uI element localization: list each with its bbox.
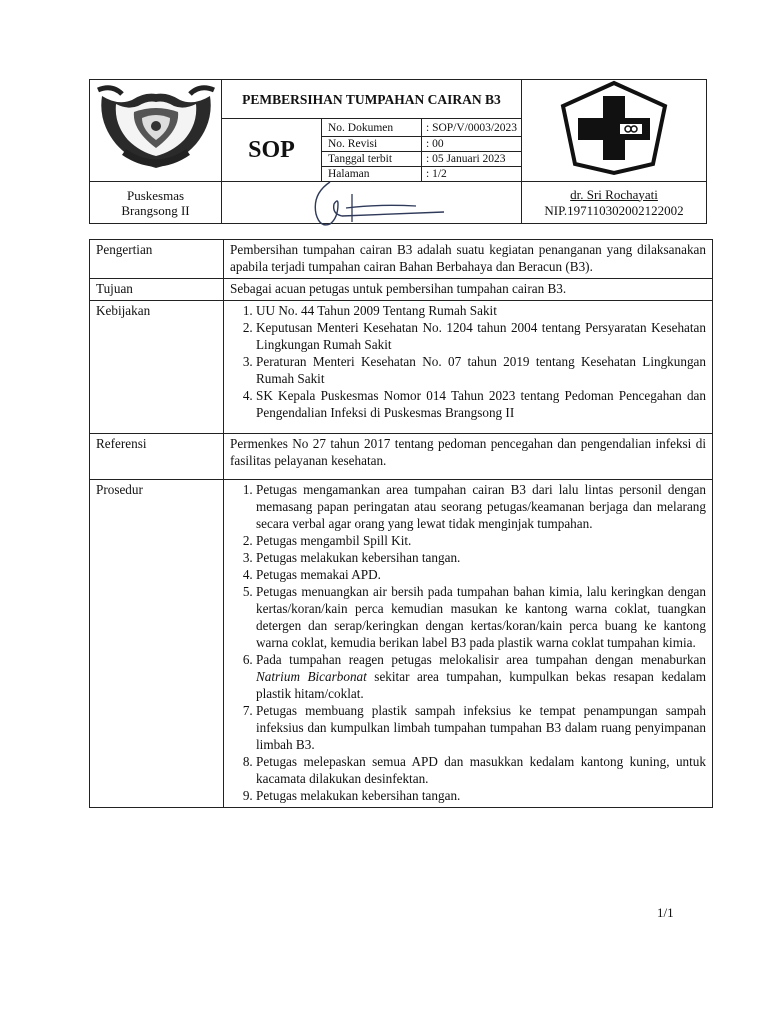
list-item: 1. UU No. 44 Tahun 2009 Tentang Rumah Sakit: [256, 302, 706, 319]
sop-header-table: [89, 79, 707, 224]
list-item-emphasis: Natrium Bicarbonat: [256, 669, 367, 684]
list-item: 1. Petugas mengamankan area tumpahan cairan B3 dari lalu lintas personil dengan memasang papan peringatan atau seorang petugas/keamanan berjaga dan melarang secara verbal agar orang yang lewat tidak menginjak tumpahan.: [256, 481, 706, 532]
prosedur-list: [230, 481, 706, 804]
list-item-text: Pada tumpahan reagen petugas melokalisir area tumpahan dengan menaburkan: [256, 652, 706, 667]
kendal-emblem-icon: [94, 82, 218, 174]
left-logo-cell: [90, 80, 222, 182]
puskesmas-emblem-icon: [558, 80, 670, 176]
list-kebijakan: [224, 301, 713, 434]
signature-icon: [308, 174, 448, 234]
label-prosedur: Prosedur: [90, 480, 224, 808]
list-item: 7. Petugas membuang plastik sampah infeksius ke tempat penampungan sampah infeksius dan kumpulkan limbah tumpahan tumpahan B3 dalam ruang penyimpanan limbah B3.: [256, 702, 706, 753]
signature-cell: [222, 182, 522, 224]
list-item: 2. Keputusan Menteri Kesehatan No. 1204 tahun 2004 tentang Persyaratan Kesehatan Lingkungan Rumah Sakit: [256, 319, 706, 353]
row-kebijakan: [90, 301, 713, 434]
list-item: 9. Petugas melakukan kebersihan tangan.: [256, 787, 706, 804]
meta-value-no-dokumen: : SOP/V/0003/2023: [422, 119, 522, 137]
organization-line-1: Puskesmas: [126, 187, 185, 203]
list-item: 3. Petugas melakukan kebersihan tangan.: [256, 549, 706, 566]
page-number: 1/1: [657, 905, 674, 920]
list-item: 3. Peraturan Menteri Kesehatan No. 07 tahun 2019 tentang Kesehatan Lingkungan Rumah Sakit: [256, 353, 706, 387]
label-tujuan: Tujuan: [90, 279, 224, 301]
list-prosedur: [224, 480, 713, 808]
list-item: 5. Petugas menuangkan air bersih pada tumpahan bahan kimia, lalu keringkan dengan kertas/koran/kain perca kemudian masukan ke kantong warna coklat, tuangkan detergen dan serap/keringkan dengan kertas/koran/kain perca buang ke kantong warna coklat, kemudia berikan label B3 pada plastik warna coklat tumpahan kimia.: [256, 583, 706, 651]
label-pengertian: Pengertian: [90, 240, 224, 279]
meta-label-halaman: Halaman: [322, 167, 422, 182]
list-item: 4. Petugas memakai APD.: [256, 566, 706, 583]
row-tujuan: [90, 279, 713, 301]
meta-value-no-revisi: : 00: [422, 137, 522, 152]
label-referensi: Referensi: [90, 434, 224, 480]
row-referensi: [90, 434, 713, 480]
meta-value-tanggal-terbit: : 05 Januari 2023: [422, 152, 522, 167]
sop-body-table: [89, 239, 713, 808]
sop-label: SOP: [222, 119, 322, 182]
list-item: 2. Petugas mengambil Spill Kit.: [256, 532, 706, 549]
meta-label-no-dokumen: No. Dokumen: [322, 119, 422, 137]
row-prosedur: [90, 480, 713, 808]
meta-value-halaman: : 1/2: [422, 167, 522, 182]
list-item: 8. Petugas melepaskan semua APD dan masukkan kedalam kantong kuning, untuk kacamata dilakukan desinfektan.: [256, 753, 706, 787]
head-nip: NIP.197110302002122002: [544, 202, 684, 218]
text-pengertian: Pembersihan tumpahan cairan B3 adalah suatu kegiatan penanganan yang dilaksanakan apabila terjadi tumpahan cairan Bahan Berbahaya dan Beracun (B3).: [224, 240, 713, 279]
meta-label-no-revisi: No. Revisi: [322, 137, 422, 152]
list-item-text: sekitar area tumpahan, kumpulkan bekas resapan kedalam plastik hitam/coklat.: [256, 669, 706, 701]
text-tujuan: Sebagai acuan petugas untuk pembersihan tumpahan cairan B3.: [224, 279, 713, 301]
right-logo-cell: [522, 80, 707, 182]
text-referensi: Permenkes No 27 tahun 2017 tentang pedoman pencegahan dan pengendalian infeksi di fasilitas pelayanan kesehatan.: [224, 434, 713, 480]
head-name: dr. Sri Rochayati: [570, 186, 658, 202]
meta-label-tanggal-terbit: Tanggal terbit: [322, 152, 422, 167]
document-title: PEMBERSIHAN TUMPAHAN CAIRAN B3: [222, 80, 522, 119]
organization-name: [90, 182, 222, 224]
list-item: [256, 651, 706, 702]
organization-line-2: Brangsong II: [121, 202, 190, 218]
kebijakan-list: [230, 302, 706, 421]
head-of-puskesmas: [522, 182, 707, 224]
list-item: 4. SK Kepala Puskesmas Nomor 014 Tahun 2023 tentang Pedoman Pencegahan dan Pengendalian Infeksi di Puskesmas Brangsong II: [256, 387, 706, 421]
row-pengertian: [90, 240, 713, 279]
label-kebijakan: Kebijakan: [90, 301, 224, 434]
